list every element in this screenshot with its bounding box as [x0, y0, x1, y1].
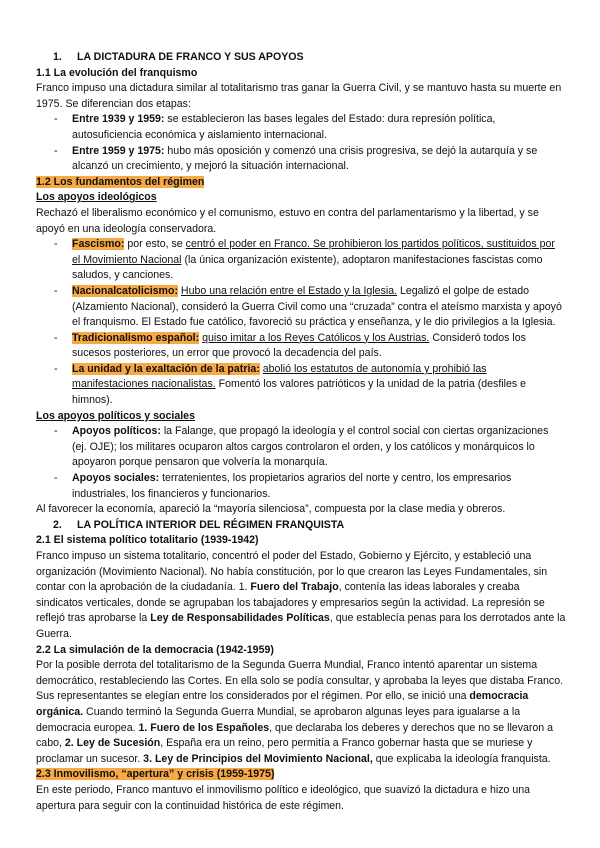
subsection-2-2-heading: 2.2 La simulación de la democracia (1942-1959): [36, 643, 274, 656]
subsection-1-1-heading: 1.1 La evolución del franquismo: [36, 66, 198, 79]
item-text: Legalizó el golpe de estado (Alzamiento Nacional), consideró la Guerra Civil como una “cruzada” contra el ateísmo marxista y apoyó el franquismo. El Estado fue católico, favoreció su práctica y enseñanza, y le dio privilegios a la Iglesia.: [72, 284, 562, 329]
stages-list: [36, 112, 566, 174]
political-support-heading: Los apoyos políticos y sociales: [36, 409, 195, 422]
section-title: LA POLÍTICA INTERIOR DEL RÉGIMEN FRANQUISTA: [77, 518, 345, 531]
text-run: , contenía las ideas laborales y creaba sindicatos verticales, donde se agrupaban los tabajadores y empresarios según la actividad. La represión se reflejó tras aprobarse la: [36, 581, 545, 625]
section-number: 2.: [53, 518, 62, 531]
bold-term: Ley de Responsabilidades Políticas: [150, 612, 330, 625]
list-item: [72, 471, 566, 502]
ideological-list: [36, 237, 566, 409]
text-run: Cuando terminó la Segunda Guerra Mundial, se aprobaron algunas leyes para igualarse a la democracia europea.: [36, 705, 521, 734]
underlined-text: Hubo una relación entre el Estado y la Iglesia.: [180, 284, 398, 297]
underlined-text: quiso imitar a los Reyes Católicos y los Austrias.: [202, 331, 430, 344]
subsection-1-2-heading: 1.2 Los fundamentos del régimen: [36, 175, 205, 188]
underlined-text: abolió los estatutos de autonomía y prohibió las manifestaciones nacionalistas.: [72, 362, 487, 391]
stage-text: hubo más oposición y comenzó una crisis progresiva, se dejó la autarquía y se alcanzó un crecimiento, y mejoró la situación internacional.: [72, 144, 538, 173]
unidad-patria-label: La unidad y la exaltación de la patria:: [72, 362, 260, 375]
stage-text: se establecieron las bases legales del Estado: dura represión política, autosuficiencia económica y aislamiento internacional.: [72, 113, 496, 141]
item-text: terratenientes, los propietarios agrarios del norte y centro, los empresarios industriales, los financieros y funcionarios.: [72, 472, 512, 500]
item-text: la Falange, que propagó la ideología y el control social con ciertas organizaciones (ej. OJE); los militares ocuparon altos cargos controlaron el orden, y los católicos y monárquicos lo apoyaron porque pensaron que volvería la monarquía.: [72, 425, 549, 469]
subsection-2-1-heading: 2.1 El sistema político totalitario (1939-1942): [36, 534, 259, 547]
section-2-heading: [36, 518, 566, 534]
list-item: [72, 144, 566, 175]
list-item: [72, 424, 566, 471]
paragraph-evolution: Franco impuso una dictadura similar al totalitarismo tras ganar la Guerra Civil, y se mantuvo hasta su muerte en 1975. Se diferencian dos etapas:: [36, 82, 562, 110]
paragraph-democracy-simulation: [36, 658, 566, 767]
paragraph-silent-majority: Al favorecer la economía, apareció la “mayoría silenciosa”, compuesta por la clase media y obreros.: [36, 503, 506, 516]
ideological-support-heading: Los apoyos ideológicos: [36, 191, 157, 204]
text-run: , España era un reino, pero permitía a Franco gobernar hasta que se muriese y proclamar un sucesor.: [36, 737, 533, 765]
list-item: [72, 112, 566, 143]
subsection-2-3-heading: 2.3 Inmovilismo, “apertura” y crisis (1959-1975): [36, 768, 275, 781]
underlined-text: centró el poder en Franco. Se prohibieron los partidos políticos, sustituidos por el Movimiento Nacional: [72, 238, 555, 266]
text-run: Franco impuso un sistema totalitario, concentró el poder del Estado, Gobierno y Ejército, y estableció una organización (Movimiento Nacional). No había constitución, por lo que crearon las Leyes Fundamentales, sin contar con la aprobación de la ciudadanía. 1.: [36, 550, 548, 594]
paragraph-totalitarian-system: [36, 549, 566, 643]
item-text: por esto, se: [124, 238, 186, 251]
text-run: Por la posible derrota del totalitarismo de la Segunda Guerra Mundial, Franco intentó aparentar un sistema democrático, restableciendo las Cortes. En ella solo se podía consultar, y aprobaba la leyes que distaba Franco. Sus representantes se elegían entre los considerados por el régimen. Por ello, se inició una: [36, 659, 564, 703]
item-text: (la única organización existente), adoptaron manifestaciones fascistas como saludos, y canciones.: [72, 253, 543, 282]
section-number: 1.: [53, 51, 62, 63]
list-item: [72, 237, 566, 284]
item-label: Apoyos sociales:: [72, 472, 160, 485]
item-label: Apoyos políticos:: [72, 425, 161, 438]
item-text: Fomentó los valores patrióticos y la unidad de la patria (desfiles e himnos).: [72, 378, 527, 407]
bold-term: Fuero del Trabajo: [250, 581, 339, 594]
political-list: [36, 424, 566, 502]
fascismo-label: Fascismo:: [72, 238, 125, 251]
text-run: , que declaraba los deberes y derechos que no se llevaron a cabo,: [36, 721, 554, 750]
nacionalcatolicismo-label: Nacionalcatolicismo:: [72, 284, 178, 297]
stage-label: Entre 1939 y 1959:: [72, 113, 165, 126]
item-text: Consideró todos los sucesos posteriores, un error que provocó la decadencia del país.: [72, 331, 526, 360]
paragraph-immobilism: En este periodo, Franco mantuvo el inmovilismo político e ideológico, que suavizó la dictadura e hizo una apertura para seguir con la continuidad histórica de este régimen.: [36, 783, 531, 812]
bold-term: democracia orgánica.: [36, 690, 529, 718]
stage-label: Entre 1959 y 1975:: [72, 144, 165, 157]
tradicionalismo-label: Tradicionalismo español:: [72, 331, 200, 344]
bold-term: 1. Fuero de los Españoles: [138, 721, 270, 734]
text-run: , que establecía penas para los derrotados ante la Guerra.: [36, 612, 566, 640]
paragraph-ideological-intro: Rechazó el liberalismo económico y el comunismo, estuvo en contra del parlamentarismo y la libertad, y se apoyó en una ideología conservadora.: [36, 206, 539, 235]
list-item: [72, 284, 566, 331]
section-title: LA DICTADURA DE FRANCO Y SUS APOYOS: [77, 51, 304, 63]
document-page: [36, 50, 566, 814]
text-run: que explicaba la ideología franquista.: [372, 752, 551, 765]
bold-term: 2. Ley de Sucesión: [64, 737, 161, 750]
list-item: [72, 331, 566, 362]
section-1-heading: [36, 50, 566, 66]
list-item: [72, 362, 566, 409]
bold-term: 3. Ley de Principios del Movimiento Nacional,: [143, 752, 373, 765]
